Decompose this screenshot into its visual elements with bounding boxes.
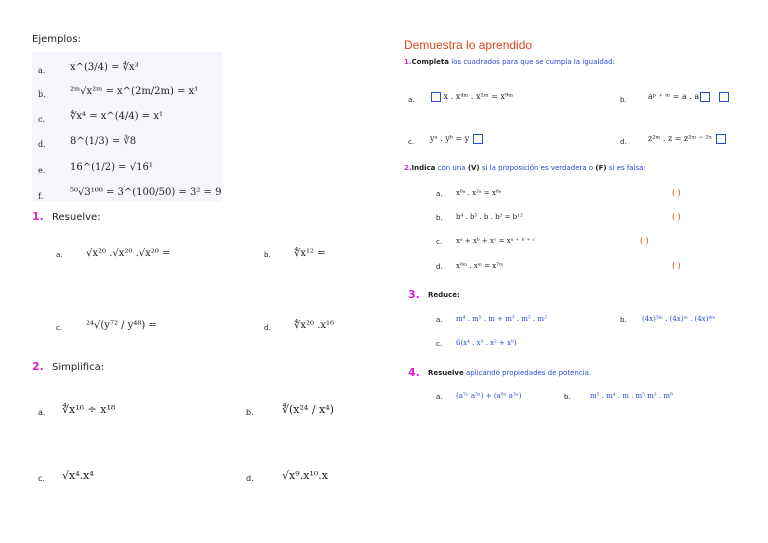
- sec1-expr-d: ∜x²⁰ .x¹⁶: [294, 320, 335, 331]
- q4-rest: aplicando propiedades de potencia.: [463, 369, 592, 377]
- example-letter-b: b.: [38, 90, 46, 99]
- q4-expr-a: (a⁷ˣ a³ˣ) + (a⁸ˣ a³ˣ): [456, 392, 522, 400]
- q2-expr-a: x⁶ᵃ . x²ᵃ = x⁸ᵃ: [456, 189, 502, 197]
- sec2-letter-d: d.: [246, 474, 254, 483]
- sec2-letter-c: c.: [38, 474, 45, 483]
- q1-expr-d-text: z²ᵐ . z = z²ᵐ ⁺ ²ˣ: [648, 134, 713, 143]
- q2-letter-c: c.: [436, 238, 443, 246]
- q1-rest: los cuadrados para que se cumpla la igualdad:: [449, 58, 615, 66]
- example-letter-a: a.: [38, 66, 46, 75]
- sec1-expr-c: ²⁴√(y⁷² / y⁴⁸) =: [86, 320, 157, 331]
- q3-expr-b: (4x)³ᵐ . (4x)ᵐ . (4x)⁴ᵐ: [642, 315, 716, 323]
- section-2-title: Simplifica:: [52, 362, 105, 373]
- example-expr-e: 16^(1/2) = √16¹: [70, 162, 153, 173]
- examples-title: Ejemplos:: [32, 34, 81, 45]
- q2-instruction: [404, 164, 646, 172]
- example-letter-c: c.: [38, 115, 46, 124]
- q2-number: 2.: [404, 164, 412, 172]
- sec1-letter-d: d.: [264, 324, 271, 332]
- q1-letter-a: a.: [408, 96, 415, 104]
- example-expr-c: ∜x⁴ = x^(4/4) = x¹: [70, 111, 164, 122]
- q4-instruction: [428, 369, 591, 377]
- q4-letter-a: a.: [436, 393, 443, 401]
- answer-box[interactable]: [431, 92, 441, 102]
- q1-expr-b: [648, 92, 729, 102]
- q1-expr-a-text: x . x⁴ᵐ . x²ᵐ = x⁹ᵐ: [443, 92, 513, 101]
- q1-expr-c: [430, 134, 483, 144]
- q3-expr-a: m⁴ . m⁵ . m + m³ . m⁵ . m²: [456, 315, 547, 323]
- q2-answer-c[interactable]: ( ): [640, 236, 649, 245]
- q3-letter-b: b.: [620, 316, 627, 324]
- q1-letter-c: c.: [408, 138, 415, 146]
- example-expr-b: ²ᵐ√x²ᵐ = x^(2m/2m) = x¹: [70, 86, 199, 97]
- q2-letter-d: d.: [436, 263, 443, 271]
- q2-f: (F): [595, 164, 607, 172]
- sec2-letter-b: b.: [246, 408, 254, 417]
- sec1-letter-a: a.: [56, 251, 63, 259]
- q3-title: Reduce:: [428, 291, 460, 299]
- example-letter-d: d.: [38, 140, 46, 149]
- sec2-letter-a: a.: [38, 408, 46, 417]
- section-1-number: 1.: [32, 210, 44, 223]
- sec2-expr-c: √x⁴.x⁴: [62, 469, 94, 482]
- q2-letter-b: b.: [436, 214, 443, 222]
- q2-answer-a[interactable]: ( ): [672, 188, 681, 197]
- sec2-expr-d: √x⁹.x¹⁰.x: [282, 469, 328, 482]
- q1-instruction: [404, 58, 615, 66]
- right-title: Demuestra lo aprendido: [404, 38, 533, 52]
- q1-expr-d: [648, 134, 726, 144]
- q2-answer-d[interactable]: ( ): [672, 261, 681, 270]
- q3-letter-a: a.: [436, 316, 443, 324]
- examples-background: [32, 52, 222, 202]
- example-letter-f: f.: [38, 192, 44, 201]
- q2-mid3: si es falsa:: [606, 164, 646, 172]
- q1-expr-b-text: aᵖ ⁺ ᵐ = a . a: [648, 92, 700, 101]
- example-expr-d: 8^(1/3) = ∛8: [70, 136, 137, 147]
- q1-expr-c-text: yᵃ . yᵇ = y: [430, 134, 470, 143]
- section-2-number: 2.: [32, 360, 44, 373]
- sec1-letter-c: c.: [56, 324, 63, 332]
- q2-mid2: si la proposición es verdadera o: [479, 164, 596, 172]
- sec1-expr-b: ∜x¹² =: [294, 248, 326, 259]
- sec2-expr-b: ∜(x²⁴ / x⁴): [282, 403, 334, 416]
- q2-expr-d: x⁸ᵐ . xᵐ = x⁷ᵐ: [456, 262, 504, 270]
- q2-letter-a: a.: [436, 190, 443, 198]
- sec2-expr-a: ∜x¹⁶ ÷ x¹⁸: [62, 403, 116, 416]
- q1-letter-d: d.: [620, 138, 627, 146]
- q2-bold: Indica: [411, 164, 436, 172]
- example-expr-a: x^(3/4) = ∜x³: [70, 62, 139, 73]
- section-1-title: Resuelve:: [52, 212, 101, 223]
- q3-number: 3.: [408, 288, 420, 301]
- answer-box[interactable]: [473, 134, 483, 144]
- q2-answer-b[interactable]: ( ): [672, 212, 681, 221]
- q3-letter-c: c.: [436, 340, 443, 348]
- answer-box[interactable]: [719, 92, 729, 102]
- q1-letter-b: b.: [620, 96, 627, 104]
- q1-expr-a: [430, 92, 513, 102]
- q2-expr-c: xᵃ + xᵇ + xᶜ = xᵃ ⁺ ᵇ ⁺ ᶜ: [456, 237, 535, 245]
- example-expr-f: ⁵⁰√3¹⁰⁰ = 3^(100/50) = 3² = 9: [70, 187, 222, 198]
- q3-expr-c: 6(x⁴ . x³ . x² + x⁹): [456, 339, 517, 347]
- q1-bold: Completa: [411, 58, 449, 66]
- answer-box[interactable]: [700, 92, 710, 102]
- answer-box[interactable]: [716, 134, 726, 144]
- sec1-letter-b: b.: [264, 251, 271, 259]
- q4-bold: Resuelve: [428, 369, 464, 377]
- q1-number: 1.: [404, 58, 412, 66]
- q2-mid1: con una: [435, 164, 468, 172]
- q4-letter-b: b.: [564, 393, 571, 401]
- q4-expr-b: m⁵ . m⁴ . m . m⁵ m² . m⁸: [590, 392, 673, 400]
- q4-number: 4.: [408, 366, 420, 379]
- q2-expr-b: b⁴ . b⁵ . b . b² = b¹²: [456, 213, 523, 221]
- sec1-expr-a: √x²⁰ .√x²⁰ .√x²⁰ =: [86, 248, 171, 259]
- example-letter-e: e.: [38, 166, 46, 175]
- q2-v: (V): [467, 164, 480, 172]
